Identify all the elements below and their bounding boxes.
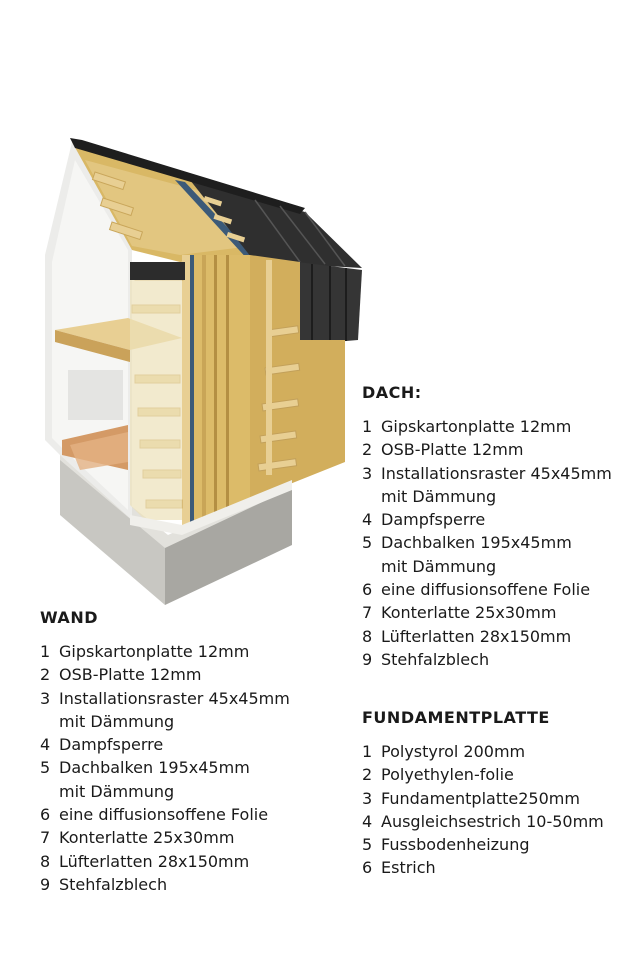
item-text: Polyethylen-folie bbox=[381, 765, 514, 785]
list-item bbox=[40, 826, 290, 849]
item-number: 7 bbox=[40, 828, 51, 848]
item-text: Estrich bbox=[381, 858, 436, 878]
list-item bbox=[40, 687, 290, 734]
list-item bbox=[362, 648, 612, 671]
item-number: 5 bbox=[362, 533, 373, 553]
list-item bbox=[362, 508, 612, 531]
item-number: 3 bbox=[40, 688, 51, 708]
item-number: 5 bbox=[40, 758, 51, 778]
list-item bbox=[362, 625, 612, 648]
item-text: Installationsraster 45x45mm mit Dämmung bbox=[381, 463, 612, 506]
item-number: 2 bbox=[362, 765, 373, 785]
item-number: 9 bbox=[40, 874, 51, 894]
item-text: Polystyrol 200mm bbox=[381, 742, 526, 761]
legend-wand-list bbox=[40, 640, 290, 896]
item-number: 2 bbox=[40, 665, 51, 685]
item-text: Konterlatte 25x30mm bbox=[381, 603, 557, 623]
list-item bbox=[362, 578, 612, 601]
item-number: 8 bbox=[362, 626, 373, 646]
list-item bbox=[362, 740, 604, 763]
item-number: 3 bbox=[362, 463, 373, 483]
item-number: 1 bbox=[362, 417, 373, 436]
item-number: 9 bbox=[362, 649, 373, 669]
list-item bbox=[40, 756, 290, 803]
item-text: Lüfterlatten 28x150mm bbox=[59, 851, 250, 871]
list-item bbox=[362, 833, 604, 856]
list-item bbox=[362, 438, 612, 461]
item-text: Lüfterlatten 28x150mm bbox=[381, 626, 572, 646]
item-text: eine diffusionsoffene Folie bbox=[381, 580, 591, 600]
list-item bbox=[40, 850, 290, 873]
legend-dach-list bbox=[362, 415, 612, 671]
item-number: 6 bbox=[362, 858, 373, 878]
list-item bbox=[362, 415, 612, 438]
item-text: Konterlatte 25x30mm bbox=[59, 828, 235, 848]
item-text: Stehfalzblech bbox=[59, 874, 168, 894]
legend-dach bbox=[362, 383, 612, 671]
item-number: 5 bbox=[362, 835, 373, 855]
list-item bbox=[362, 787, 604, 810]
legend-fundamentplatte-title: FUNDAMENTPLATTE bbox=[362, 708, 550, 727]
item-text: Fussbodenheizung bbox=[381, 835, 530, 855]
legend-wand-title: WAND bbox=[40, 608, 98, 627]
list-item bbox=[362, 531, 612, 578]
list-item bbox=[362, 601, 612, 624]
list-item bbox=[40, 873, 290, 896]
item-text: Gipskartonplatte 12mm bbox=[59, 642, 250, 661]
item-text: Dachbalken 195x45mm mit Dämmung bbox=[381, 533, 572, 576]
list-item bbox=[40, 640, 290, 663]
item-number: 1 bbox=[40, 642, 51, 661]
item-number: 3 bbox=[362, 788, 373, 808]
item-text: Installationsraster 45x45mm mit Dämmung bbox=[59, 688, 290, 731]
item-text: Dachbalken 195x45mm mit Dämmung bbox=[59, 758, 250, 801]
list-item bbox=[362, 462, 612, 509]
list-item bbox=[362, 763, 604, 786]
item-number: 4 bbox=[40, 735, 51, 755]
item-number: 1 bbox=[362, 742, 373, 761]
item-text: OSB-Platte 12mm bbox=[59, 665, 202, 685]
item-text: Gipskartonplatte 12mm bbox=[381, 417, 572, 436]
legend-fundamentplatte bbox=[362, 708, 604, 880]
list-item bbox=[40, 733, 290, 756]
item-text: Ausgleichsestrich 10-50mm bbox=[381, 811, 604, 831]
item-text: Dampfsperre bbox=[381, 510, 486, 530]
item-number: 6 bbox=[362, 580, 373, 600]
legend-wand bbox=[40, 608, 290, 896]
legend-dach-title: DACH: bbox=[362, 383, 422, 402]
item-number: 8 bbox=[40, 851, 51, 871]
list-item bbox=[40, 663, 290, 686]
list-item bbox=[40, 803, 290, 826]
item-number: 7 bbox=[362, 603, 373, 623]
item-text: eine diffusionsoffene Folie bbox=[59, 805, 269, 825]
list-item bbox=[362, 856, 604, 879]
legend-fundamentplatte-list bbox=[362, 740, 604, 880]
list-item bbox=[362, 810, 604, 833]
item-text: Dampfsperre bbox=[59, 735, 164, 755]
item-text: Fundamentplatte250mm bbox=[381, 788, 580, 808]
item-number: 6 bbox=[40, 805, 51, 825]
item-number: 2 bbox=[362, 440, 373, 460]
item-text: OSB-Platte 12mm bbox=[381, 440, 524, 460]
item-number: 4 bbox=[362, 811, 373, 831]
item-text: Stehfalzblech bbox=[381, 649, 490, 669]
item-number: 4 bbox=[362, 510, 373, 530]
